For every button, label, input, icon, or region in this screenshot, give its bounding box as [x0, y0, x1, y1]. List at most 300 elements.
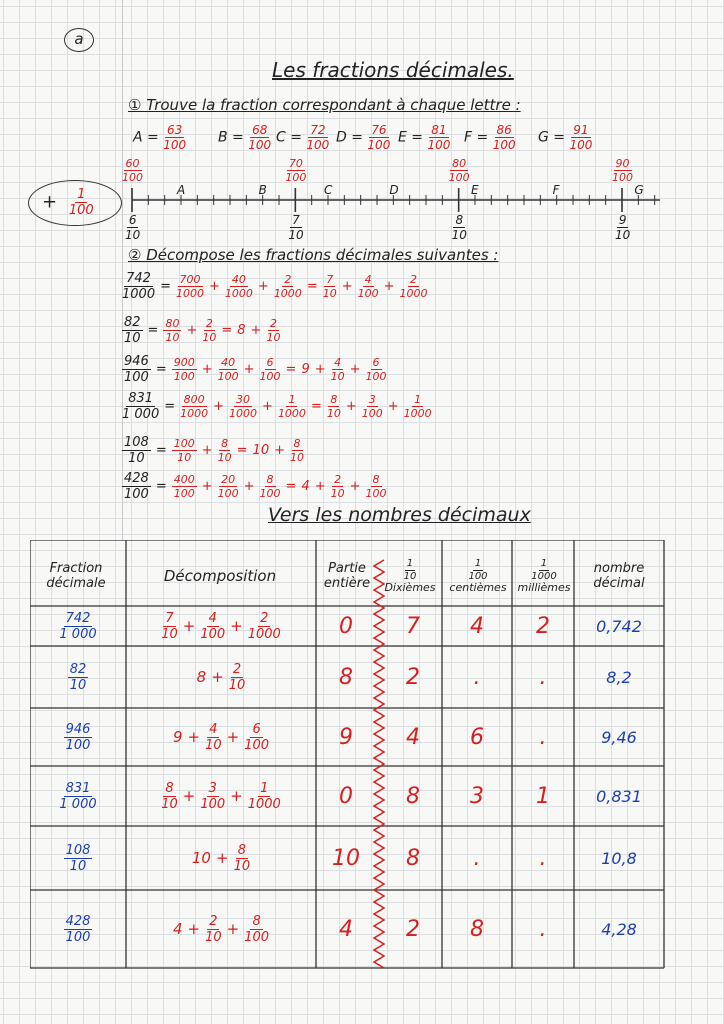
equals-sign: = — [236, 443, 248, 458]
number-line-top-label — [449, 158, 470, 183]
fraction-numerator: 40 — [231, 273, 246, 286]
step-note-den: 100 — [68, 203, 94, 218]
fraction-numerator: 400 — [173, 473, 195, 486]
fraction-numerator: 100 — [173, 437, 195, 450]
fraction — [172, 474, 197, 499]
exercise1-instruction: ① Trouve la fraction correspondant à chaque lettre : — [128, 96, 521, 114]
cell-nombre: 4,28 — [601, 919, 637, 939]
fraction-denominator: 100 — [163, 138, 187, 152]
cell-partie: 4 — [339, 916, 353, 942]
answer-letter: G = — [538, 129, 570, 146]
header-dixiemes-den: 10 — [403, 571, 417, 583]
fraction — [122, 355, 151, 384]
answer-letter: E = — [398, 129, 428, 146]
fraction-denominator: 10 — [128, 451, 145, 466]
cell-centiemes: 3 — [470, 783, 484, 809]
fraction-denominator: 100 — [427, 138, 451, 152]
fraction-numerator: 81 — [431, 123, 447, 137]
fraction-denominator: 1000 — [399, 287, 428, 300]
fraction-numerator: 8 — [266, 473, 274, 486]
whole-part: 9 — [172, 728, 183, 746]
fraction-numerator: 7 — [326, 273, 334, 286]
cell-nombre: 10,8 — [601, 848, 637, 868]
fraction — [172, 438, 197, 463]
fraction-denominator: 100 — [200, 796, 226, 812]
fraction-numerator: 742 — [126, 271, 151, 286]
fraction-numerator: 4 — [209, 721, 218, 737]
fraction-numerator: 8 — [455, 213, 464, 227]
fraction-numerator: 76 — [371, 123, 387, 137]
whole-part: 4 — [172, 920, 183, 938]
whole-part: 10 — [191, 849, 211, 867]
header-dixiemes-label: Dixièmes — [384, 581, 436, 595]
fraction-numerator: 6 — [372, 356, 380, 369]
fraction — [400, 274, 428, 299]
fraction-denominator: 100 — [365, 370, 387, 383]
fraction-denominator: 1000 — [247, 796, 281, 812]
fraction-numerator: 60 — [125, 157, 140, 170]
fraction-denominator: 100 — [612, 171, 633, 184]
header-partie: Partie entière — [323, 561, 371, 591]
fraction — [64, 723, 93, 752]
fraction-numerator: 40 — [221, 356, 236, 369]
fraction-numerator: 2 — [284, 273, 292, 286]
fraction — [260, 474, 281, 499]
plus-sign: + — [182, 787, 196, 805]
fraction-denominator: 100 — [173, 487, 195, 500]
header-centiemes — [444, 546, 512, 608]
fraction — [125, 214, 140, 241]
fraction-denominator: 1000 — [403, 407, 432, 420]
cell-partie: 9 — [339, 724, 353, 750]
fraction — [327, 394, 341, 419]
fraction — [59, 612, 96, 641]
cell-fraction — [30, 708, 126, 766]
fraction-numerator: 742 — [65, 610, 91, 626]
fraction-numerator: 82 — [69, 661, 87, 677]
answer-letter: B = — [218, 129, 249, 146]
fraction-numerator: 8 — [221, 437, 229, 450]
equals-sign: = — [147, 323, 159, 338]
whole-part: 8 — [237, 323, 246, 338]
fraction-denominator: 10 — [330, 487, 345, 500]
equals-sign: = — [155, 362, 167, 377]
equals-sign: = — [164, 399, 176, 414]
fraction-numerator: 1 — [288, 393, 296, 406]
fraction-numerator: 946 — [124, 354, 149, 369]
decomposition-line — [122, 392, 432, 421]
fraction-denominator: 1000 — [229, 407, 258, 420]
fraction-denominator: 1 000 — [59, 626, 97, 642]
fraction-numerator: 2 — [269, 317, 277, 330]
fraction-denominator: 10 — [326, 407, 341, 420]
fraction-numerator: 80 — [165, 317, 180, 330]
header-milliemes — [514, 546, 574, 608]
fraction-numerator: 700 — [179, 273, 201, 286]
fraction-numerator: 82 — [124, 315, 141, 330]
plus-sign: + — [182, 617, 196, 635]
cell-fraction — [30, 646, 126, 708]
fraction — [278, 394, 306, 419]
fraction-numerator: 86 — [496, 123, 512, 137]
fraction-denominator: 10 — [69, 677, 87, 693]
cell-fraction — [30, 766, 126, 826]
answer-letter: A = — [133, 129, 164, 146]
fraction-numerator: 108 — [65, 842, 91, 858]
fraction-denominator: 100 — [65, 929, 91, 945]
fraction-denominator: 100 — [248, 138, 272, 152]
number-line-letter-f: F — [552, 183, 560, 197]
fraction — [248, 782, 281, 811]
fraction-numerator: 70 — [288, 157, 303, 170]
fraction-denominator: 1 000 — [59, 796, 97, 812]
fraction-numerator: 900 — [173, 356, 195, 369]
fraction-numerator: 68 — [252, 123, 268, 137]
cell-nombre: 0,831 — [596, 786, 642, 806]
fraction — [288, 214, 303, 241]
step-note-sign: + — [42, 191, 58, 213]
plus-sign: + — [349, 362, 361, 377]
fraction-denominator: 1000 — [180, 407, 209, 420]
number-line-top-label — [612, 158, 633, 183]
equals-sign: = — [155, 479, 167, 494]
fraction — [163, 318, 181, 343]
fraction — [260, 357, 281, 382]
fraction — [331, 357, 345, 382]
fraction — [449, 158, 470, 183]
fraction — [615, 214, 630, 241]
fraction — [122, 392, 159, 421]
cell-dixiemes: 4 — [406, 724, 420, 750]
fraction-numerator: 2 — [410, 273, 418, 286]
fraction — [266, 318, 280, 343]
exercise2-instruction: ② Décompose les fractions décimales suivantes : — [128, 246, 499, 264]
number-line-top-label — [285, 158, 306, 183]
header-centiemes-num: 1 — [474, 558, 482, 570]
fraction — [218, 474, 239, 499]
plus-sign: + — [250, 323, 262, 338]
fraction — [331, 474, 345, 499]
fraction — [244, 915, 269, 944]
header-dixiemes — [380, 546, 440, 608]
cell-dixiemes: 8 — [406, 783, 420, 809]
decomposition-line — [122, 355, 387, 384]
plus-sign: + — [262, 399, 273, 414]
cell-milliemes: 1 — [536, 783, 550, 809]
fraction-numerator: 6 — [128, 213, 137, 227]
fraction-numerator: 831 — [65, 780, 91, 796]
fraction-numerator: 8 — [252, 913, 261, 929]
fraction — [180, 394, 208, 419]
fraction — [274, 274, 302, 299]
fraction-numerator: 8 — [237, 842, 246, 858]
header-decomposition: Décomposition — [163, 567, 277, 586]
equals-sign: = — [221, 323, 233, 338]
cell-centiemes: 4 — [470, 613, 484, 639]
answer-letter: C = — [276, 129, 307, 146]
cell-milliemes: 2 — [536, 613, 550, 639]
cell-partie: 0 — [339, 613, 353, 639]
fraction-denominator: 10 — [161, 796, 178, 812]
cell-milliemes: . — [539, 724, 547, 750]
plus-sign: + — [243, 479, 255, 494]
fraction-numerator: 6 — [266, 356, 274, 369]
equals-sign: = — [285, 479, 297, 494]
cell-decomposition — [126, 890, 316, 968]
cell-dixiemes: 2 — [406, 916, 420, 942]
fraction-denominator: 1000 — [122, 287, 156, 302]
fraction-denominator: 10 — [125, 228, 141, 242]
plus-sign: + — [215, 849, 229, 867]
fraction-numerator: 428 — [124, 471, 149, 486]
fraction — [205, 723, 222, 752]
whole-part: 10 — [252, 443, 270, 458]
whole-part: 8 — [196, 668, 207, 686]
fraction-denominator: 1000 — [176, 287, 204, 300]
fraction-numerator: 8 — [330, 393, 338, 406]
page-label: a — [64, 28, 94, 52]
fraction — [290, 438, 304, 463]
fraction-denominator: 100 — [217, 370, 239, 383]
step-note-num: 1 — [77, 187, 86, 202]
fraction — [229, 394, 257, 419]
cell-nombre: 0,742 — [596, 616, 642, 636]
fraction-denominator: 100 — [122, 171, 143, 184]
equals-sign: = — [285, 362, 297, 377]
cell-centiemes: . — [473, 845, 481, 871]
plus-sign: + — [230, 787, 243, 805]
plus-sign: + — [314, 362, 326, 377]
fraction-denominator: 100 — [124, 370, 149, 385]
fraction-numerator: 6 — [252, 721, 261, 737]
header-nombre: nombre décimal — [593, 561, 645, 591]
fraction-denominator: 10 — [322, 287, 337, 300]
fraction-denominator: 10 — [161, 626, 178, 642]
cell-decomposition — [126, 766, 316, 826]
cell-milliemes: . — [539, 916, 547, 942]
number-line-letter-d: D — [389, 183, 399, 197]
fraction-numerator: 428 — [65, 913, 91, 929]
fraction-denominator: 100 — [259, 370, 281, 383]
fraction-denominator: 100 — [65, 737, 91, 753]
cell-nombre: 8,2 — [606, 667, 632, 687]
plus-sign: + — [186, 323, 198, 338]
number-line-bottom-label — [288, 214, 303, 241]
number-line-letter-a: A — [177, 183, 186, 197]
cell-dixiemes: 7 — [406, 613, 420, 639]
fraction-denominator: 100 — [244, 929, 270, 945]
fraction-numerator: 8 — [165, 780, 174, 796]
fraction-denominator: 100 — [569, 138, 593, 152]
whole-part: 4 — [301, 479, 310, 494]
plus-sign: + — [349, 479, 361, 494]
cell-dixiemes: 8 — [406, 845, 420, 871]
number-line-letter-e: E — [471, 183, 479, 197]
fraction-denominator: 10 — [124, 331, 141, 346]
cell-decomposition — [126, 826, 316, 890]
section-title: Vers les nombres décimaux — [268, 504, 531, 526]
fraction-denominator: 100 — [217, 487, 239, 500]
fraction-numerator: 2 — [209, 913, 218, 929]
fraction — [122, 272, 155, 301]
equals-sign: = — [306, 279, 318, 294]
plus-sign: + — [201, 362, 213, 377]
plus-sign: + — [209, 279, 220, 294]
fraction-numerator: 20 — [221, 473, 236, 486]
cell-partie: 0 — [339, 783, 353, 809]
fraction-numerator: 80 — [452, 157, 467, 170]
fraction-denominator: 10 — [217, 451, 232, 464]
fraction — [202, 318, 216, 343]
header-milliemes-label: millièmes — [517, 581, 571, 595]
page-title: Les fractions décimales. — [272, 58, 514, 82]
fraction-denominator: 100 — [259, 487, 281, 500]
cell-partie: 8 — [339, 664, 353, 690]
plus-sign: + — [226, 920, 240, 938]
fraction-numerator: 2 — [260, 610, 269, 626]
decomposition-line — [122, 472, 387, 501]
fraction-denominator: 10 — [330, 370, 345, 383]
plus-sign: + — [226, 728, 240, 746]
fraction — [612, 158, 633, 183]
plus-sign: + — [243, 362, 255, 377]
fraction — [172, 357, 197, 382]
number-line-letter-c: C — [324, 183, 333, 197]
fraction-denominator: 100 — [357, 287, 379, 300]
fraction — [64, 844, 93, 873]
cell-fraction — [30, 890, 126, 968]
fraction — [161, 782, 178, 811]
fraction-denominator: 10 — [615, 228, 631, 242]
fraction — [68, 663, 89, 692]
fraction-numerator: 2 — [205, 317, 213, 330]
cell-decomposition — [126, 708, 316, 766]
fraction-denominator: 10 — [290, 451, 304, 464]
fraction-denominator: 100 — [492, 138, 516, 152]
whole-part: 9 — [301, 362, 310, 377]
fraction-numerator: 831 — [128, 391, 154, 406]
fraction-numerator: 63 — [167, 123, 183, 137]
fraction-numerator: 3 — [208, 780, 217, 796]
fraction-numerator: 800 — [183, 393, 205, 406]
plus-sign: + — [187, 728, 201, 746]
fraction — [176, 274, 204, 299]
fraction — [452, 214, 467, 241]
cell-centiemes: 8 — [470, 916, 484, 942]
answer-letter: D = — [336, 129, 368, 146]
fraction-numerator: 30 — [236, 393, 251, 406]
fraction — [234, 844, 251, 873]
decomposition-line — [122, 316, 280, 345]
fraction-denominator: 100 — [448, 171, 470, 184]
fraction-numerator: 8 — [372, 473, 380, 486]
fraction-denominator: 1000 — [273, 287, 302, 300]
plus-sign: + — [274, 443, 285, 458]
number-line-letter-b: B — [258, 183, 267, 197]
fraction-denominator: 1000 — [277, 407, 306, 420]
fraction — [285, 158, 306, 183]
fraction — [200, 782, 225, 811]
fraction-denominator: 100 — [365, 487, 387, 500]
fraction-denominator: 10 — [165, 331, 180, 344]
fraction-denominator: 10 — [288, 228, 304, 242]
decomposition-line — [122, 272, 428, 301]
cell-fraction — [30, 606, 126, 646]
cell-dixiemes: 2 — [406, 664, 420, 690]
fraction-numerator: 72 — [310, 123, 326, 137]
fraction-numerator: 7 — [292, 213, 300, 227]
fraction-numerator: 2 — [334, 473, 342, 486]
plus-sign: + — [201, 443, 213, 458]
number-line-letter-g: G — [634, 183, 644, 197]
fraction-denominator: 1000 — [247, 626, 281, 642]
cell-fraction — [30, 826, 126, 890]
fraction — [225, 274, 253, 299]
fraction-numerator: 1 — [260, 780, 269, 796]
equals-sign: = — [160, 279, 171, 294]
plus-sign: + — [230, 617, 243, 635]
fraction-denominator: 100 — [124, 487, 149, 502]
fraction — [122, 158, 143, 183]
fraction-numerator: 9 — [618, 213, 627, 227]
fraction — [205, 915, 222, 944]
fraction-numerator: 8 — [293, 437, 301, 450]
fraction-denominator: 100 — [361, 407, 383, 420]
fraction-denominator: 1 000 — [122, 407, 160, 422]
cell-milliemes: . — [539, 845, 547, 871]
fraction — [218, 357, 239, 382]
plus-sign: + — [257, 279, 269, 294]
cell-centiemes: . — [473, 664, 481, 690]
cell-centiemes: 6 — [470, 724, 484, 750]
fraction — [229, 663, 246, 692]
plus-sign: + — [383, 279, 395, 294]
fraction — [122, 436, 151, 465]
fraction — [362, 394, 383, 419]
fraction-denominator: 10 — [177, 451, 192, 464]
fraction — [323, 274, 337, 299]
number-line-bottom-label — [125, 214, 140, 241]
fraction-denominator: 10 — [202, 331, 217, 344]
plus-sign: + — [345, 399, 357, 414]
fraction — [218, 438, 232, 463]
fraction — [122, 472, 151, 501]
fraction-numerator: 4 — [208, 610, 217, 626]
fraction-numerator: 4 — [334, 356, 342, 369]
cell-nombre: 9,46 — [601, 727, 637, 747]
header-centiemes-label: centièmes — [449, 581, 507, 595]
fraction-denominator: 100 — [173, 370, 195, 383]
fraction — [366, 474, 387, 499]
fraction-denominator: 10 — [228, 677, 246, 693]
plus-sign: + — [187, 920, 201, 938]
fraction-numerator: 4 — [364, 273, 372, 286]
decomposition-line — [122, 436, 304, 465]
fraction — [59, 782, 96, 811]
fraction — [244, 723, 269, 752]
fraction-denominator: 100 — [306, 138, 330, 152]
equals-sign: = — [310, 399, 322, 414]
fraction-denominator: 10 — [69, 858, 87, 874]
fraction-numerator: 90 — [615, 157, 630, 170]
fraction — [358, 274, 379, 299]
fraction-denominator: 100 — [285, 171, 307, 184]
fraction-numerator: 1 — [414, 393, 422, 406]
header-milliemes-den: 1000 — [531, 571, 557, 583]
answer-letter: F = — [464, 129, 493, 146]
fraction — [64, 915, 93, 944]
number-line-bottom-label — [452, 214, 467, 241]
